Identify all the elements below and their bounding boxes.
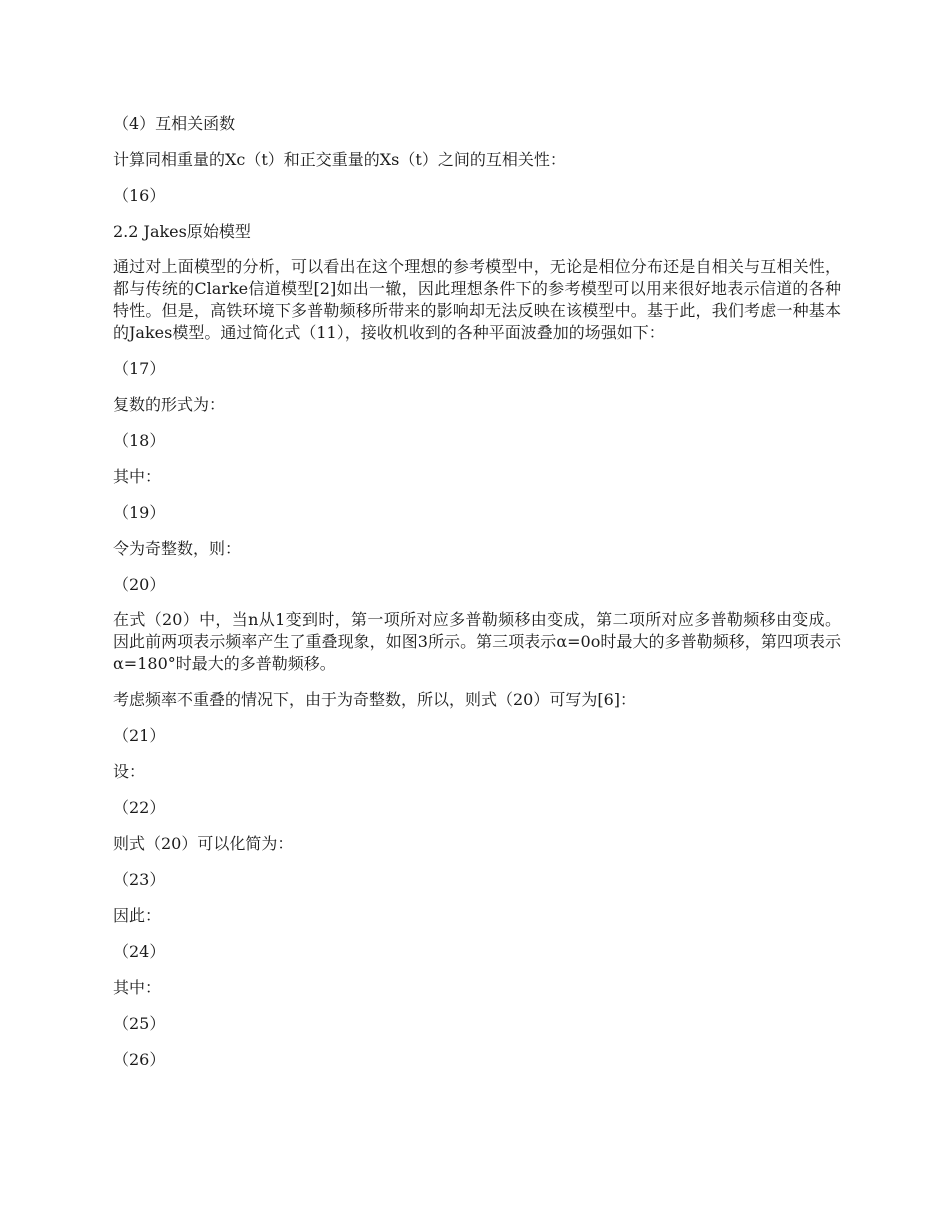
equation-number: （25）	[113, 1014, 166, 1033]
paragraph: 令为奇整数，则：	[113, 539, 242, 558]
paragraph: 通过对上面模型的分析，可以看出在这个理想的参考模型中，无论是相位分布还是自相关与互相关性，都与传统的Clarke信道模型[2]如出一辙，因此理想条件下的参考模型可以用来很好地表示信道的各种特性。但是，高铁环境下多普勒频移所带来的影响却无法反映在该模型中。基于此，我们考虑一种基本的Jakes模型。通过简化式（11），接收机收到的各种平面波叠加的场强如下：	[113, 257, 841, 342]
paragraph: 其中：	[113, 467, 162, 486]
paragraph: 设：	[113, 762, 146, 781]
paragraph: 因此：	[113, 906, 162, 925]
equation-number: （16）	[113, 186, 166, 205]
paragraph: 其中：	[113, 978, 162, 997]
equation-number: （18）	[113, 431, 166, 450]
paragraph: 计算同相重量的Xc（t）和正交重量的Xs（t）之间的互相关性：	[113, 150, 566, 169]
equation-number: （22）	[113, 798, 166, 817]
paragraph: 考虑频率不重叠的情况下，由于为奇整数，所以，则式（20）可写为[6]：	[113, 690, 637, 709]
paragraph: 则式（20）可以化简为：	[113, 834, 294, 853]
equation-number: （20）	[113, 575, 166, 594]
equation-number: （17）	[113, 359, 166, 378]
equation-number: （21）	[113, 726, 166, 745]
equation-number: （23）	[113, 870, 166, 889]
paragraph: 在式（20）中，当n从1变到时，第一项所对应多普勒频移由变成，第二项所对应多普勒频移由变成。因此前两项表示频率产生了重叠现象，如图3所示。第三项表示α=0o时最大的多普勒频移，第四项表示α=180°时最大的多普勒频移。	[113, 610, 841, 673]
document-body	[113, 112, 841, 1084]
subsection-title: （4）互相关函数	[113, 114, 236, 133]
section-heading: 2.2 Jakes原始模型	[113, 222, 251, 241]
equation-number: （26）	[113, 1050, 166, 1069]
equation-number: （19）	[113, 503, 166, 522]
paragraph: 复数的形式为：	[113, 395, 226, 414]
equation-number: （24）	[113, 942, 166, 961]
